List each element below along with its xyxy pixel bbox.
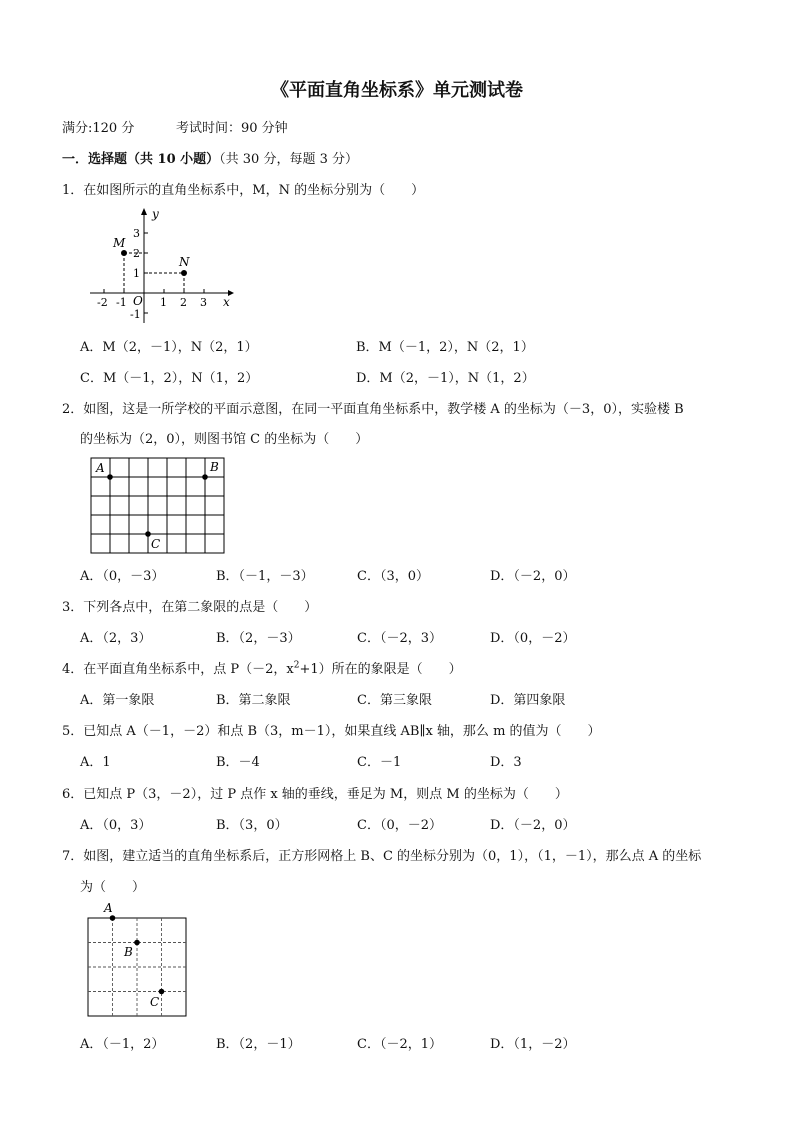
q3-option-d[interactable]: D．（0，－2） xyxy=(490,631,576,646)
full-score: 满分:120 分 xyxy=(62,121,135,136)
x-tick-neg2: -2 xyxy=(97,296,108,309)
q2-grid-figure xyxy=(90,457,228,555)
q5-option-b[interactable]: B．－4 xyxy=(216,755,260,770)
y-axis-arrow xyxy=(141,208,147,215)
x-label: x xyxy=(223,295,230,309)
q2-option-b[interactable]: B．（－1，－3） xyxy=(216,569,314,584)
q4-stem-pre: 4．在平面直角坐标系中，点 P（－2，x xyxy=(62,662,294,677)
x-tick-2: 2 xyxy=(180,296,187,309)
point-b xyxy=(202,474,208,480)
q4-option-a[interactable]: A．第一象限 xyxy=(80,693,155,708)
x-tick-neg1: -1 xyxy=(116,296,127,309)
q2-option-c[interactable]: C．（3，0） xyxy=(357,569,429,584)
q1-option-d[interactable]: D．M（2，－1），N（1，2） xyxy=(356,371,535,386)
point-c xyxy=(159,989,165,995)
q3-option-a[interactable]: A．（2，3） xyxy=(80,631,152,646)
point-c xyxy=(145,531,151,537)
q3-option-c[interactable]: C．（－2，3） xyxy=(357,631,442,646)
y-tick-3: 3 xyxy=(133,227,140,240)
point-a xyxy=(107,474,113,480)
q6-option-d[interactable]: D．（－2，0） xyxy=(490,818,576,833)
m-label: M xyxy=(113,236,126,250)
q6-stem: 6．已知点 P（3，－2），过 P 点作 x 轴的垂线，垂足为 M，则点 M 的坐标为（ ） xyxy=(62,787,568,802)
q7-stem-line2: 为（ ） xyxy=(80,880,146,895)
q5-option-a[interactable]: A．1 xyxy=(80,755,111,770)
q4-stem xyxy=(62,658,462,677)
q6-option-a[interactable]: A．（0，3） xyxy=(80,818,152,833)
a-label: A xyxy=(104,901,113,915)
q1-coordinate-figure xyxy=(85,203,235,328)
q1-option-b[interactable]: B．M（－1，2），N（2，1） xyxy=(356,340,534,355)
y-tick-neg1: -1 xyxy=(130,308,141,321)
q5-option-c[interactable]: C．－1 xyxy=(357,755,402,770)
q6-option-c[interactable]: C．（0，－2） xyxy=(357,818,442,833)
q4-stem-post: +1）所在的象限是（ ） xyxy=(299,662,462,677)
y-tick-2: 2 xyxy=(133,247,140,260)
q4-option-d[interactable]: D．第四象限 xyxy=(490,693,566,708)
b-label: B xyxy=(210,460,219,474)
y-tick-1: 1 xyxy=(133,267,140,280)
c-label: C xyxy=(150,995,160,1009)
b-label: B xyxy=(124,945,133,959)
q1-option-a[interactable]: A．M（2，－1），N（2，1） xyxy=(80,340,258,355)
q2-option-a[interactable]: A．（0，－3） xyxy=(80,569,165,584)
section-title: 一．选择题（共 10 小题） xyxy=(62,152,220,167)
q7-grid-figure xyxy=(84,900,190,1020)
exam-time: 考试时间：90 分钟 xyxy=(176,121,288,136)
q4-option-b[interactable]: B．第二象限 xyxy=(216,693,291,708)
section-note: （共 30 分，每题 3 分） xyxy=(219,152,358,167)
page-title: 《平面直角坐标系》单元测试卷 xyxy=(271,80,523,101)
q4-stem-sup: 2 xyxy=(293,660,300,671)
q1-option-c[interactable]: C．M（－1，2），N（1，2） xyxy=(80,371,259,386)
a-label: A xyxy=(96,461,105,475)
q2-option-d[interactable]: D．（－2，0） xyxy=(490,569,576,584)
c-label: C xyxy=(151,537,161,551)
q6-option-b[interactable]: B．（3，0） xyxy=(216,818,288,833)
q2-stem-line2: 的坐标为（2，0），则图书馆 C 的坐标为（ ） xyxy=(80,432,369,447)
q5-stem: 5．已知点 A（－1，－2）和点 B（3，m－1），如果直线 AB∥x 轴，那么 m 的值为（ ） xyxy=(62,724,601,739)
q7-option-a[interactable]: A．（－1，2） xyxy=(80,1037,165,1052)
point-b xyxy=(134,940,140,946)
point-n xyxy=(181,270,187,276)
q3-stem: 3．下列各点中，在第二象限的点是（ ） xyxy=(62,600,318,615)
q7-option-d[interactable]: D．（1，－2） xyxy=(490,1037,576,1052)
q3-option-b[interactable]: B．（2，－3） xyxy=(216,631,301,646)
q7-stem-line1: 7．如图，建立适当的直角坐标系后，正方形网格上 B、C 的坐标分别为（0，1），（1，－1），那么点 A 的坐标 xyxy=(62,849,702,864)
y-label: y xyxy=(152,207,159,221)
q7-option-c[interactable]: C．（－2，1） xyxy=(357,1037,442,1052)
x-tick-1: 1 xyxy=(160,296,167,309)
q7-grid-lines xyxy=(88,918,186,1016)
x-tick-3: 3 xyxy=(200,296,207,309)
q4-option-c[interactable]: C．第三象限 xyxy=(357,693,432,708)
origin-label: O xyxy=(133,294,143,308)
q1-stem: 1．在如图所示的直角坐标系中，M，N 的坐标分别为（ ） xyxy=(62,183,425,198)
n-label: N xyxy=(179,255,190,269)
q2-stem-line1: 2．如图，这是一所学校的平面示意图，在同一平面直角坐标系中，教学楼 A 的坐标为（－3，0），实验楼 B xyxy=(62,402,684,417)
q5-option-d[interactable]: D．3 xyxy=(490,755,522,770)
q7-grid-border xyxy=(88,918,186,1016)
section-heading xyxy=(62,148,358,167)
point-a xyxy=(110,915,116,921)
point-m xyxy=(121,250,127,256)
q7-option-b[interactable]: B．（2，－1） xyxy=(216,1037,301,1052)
